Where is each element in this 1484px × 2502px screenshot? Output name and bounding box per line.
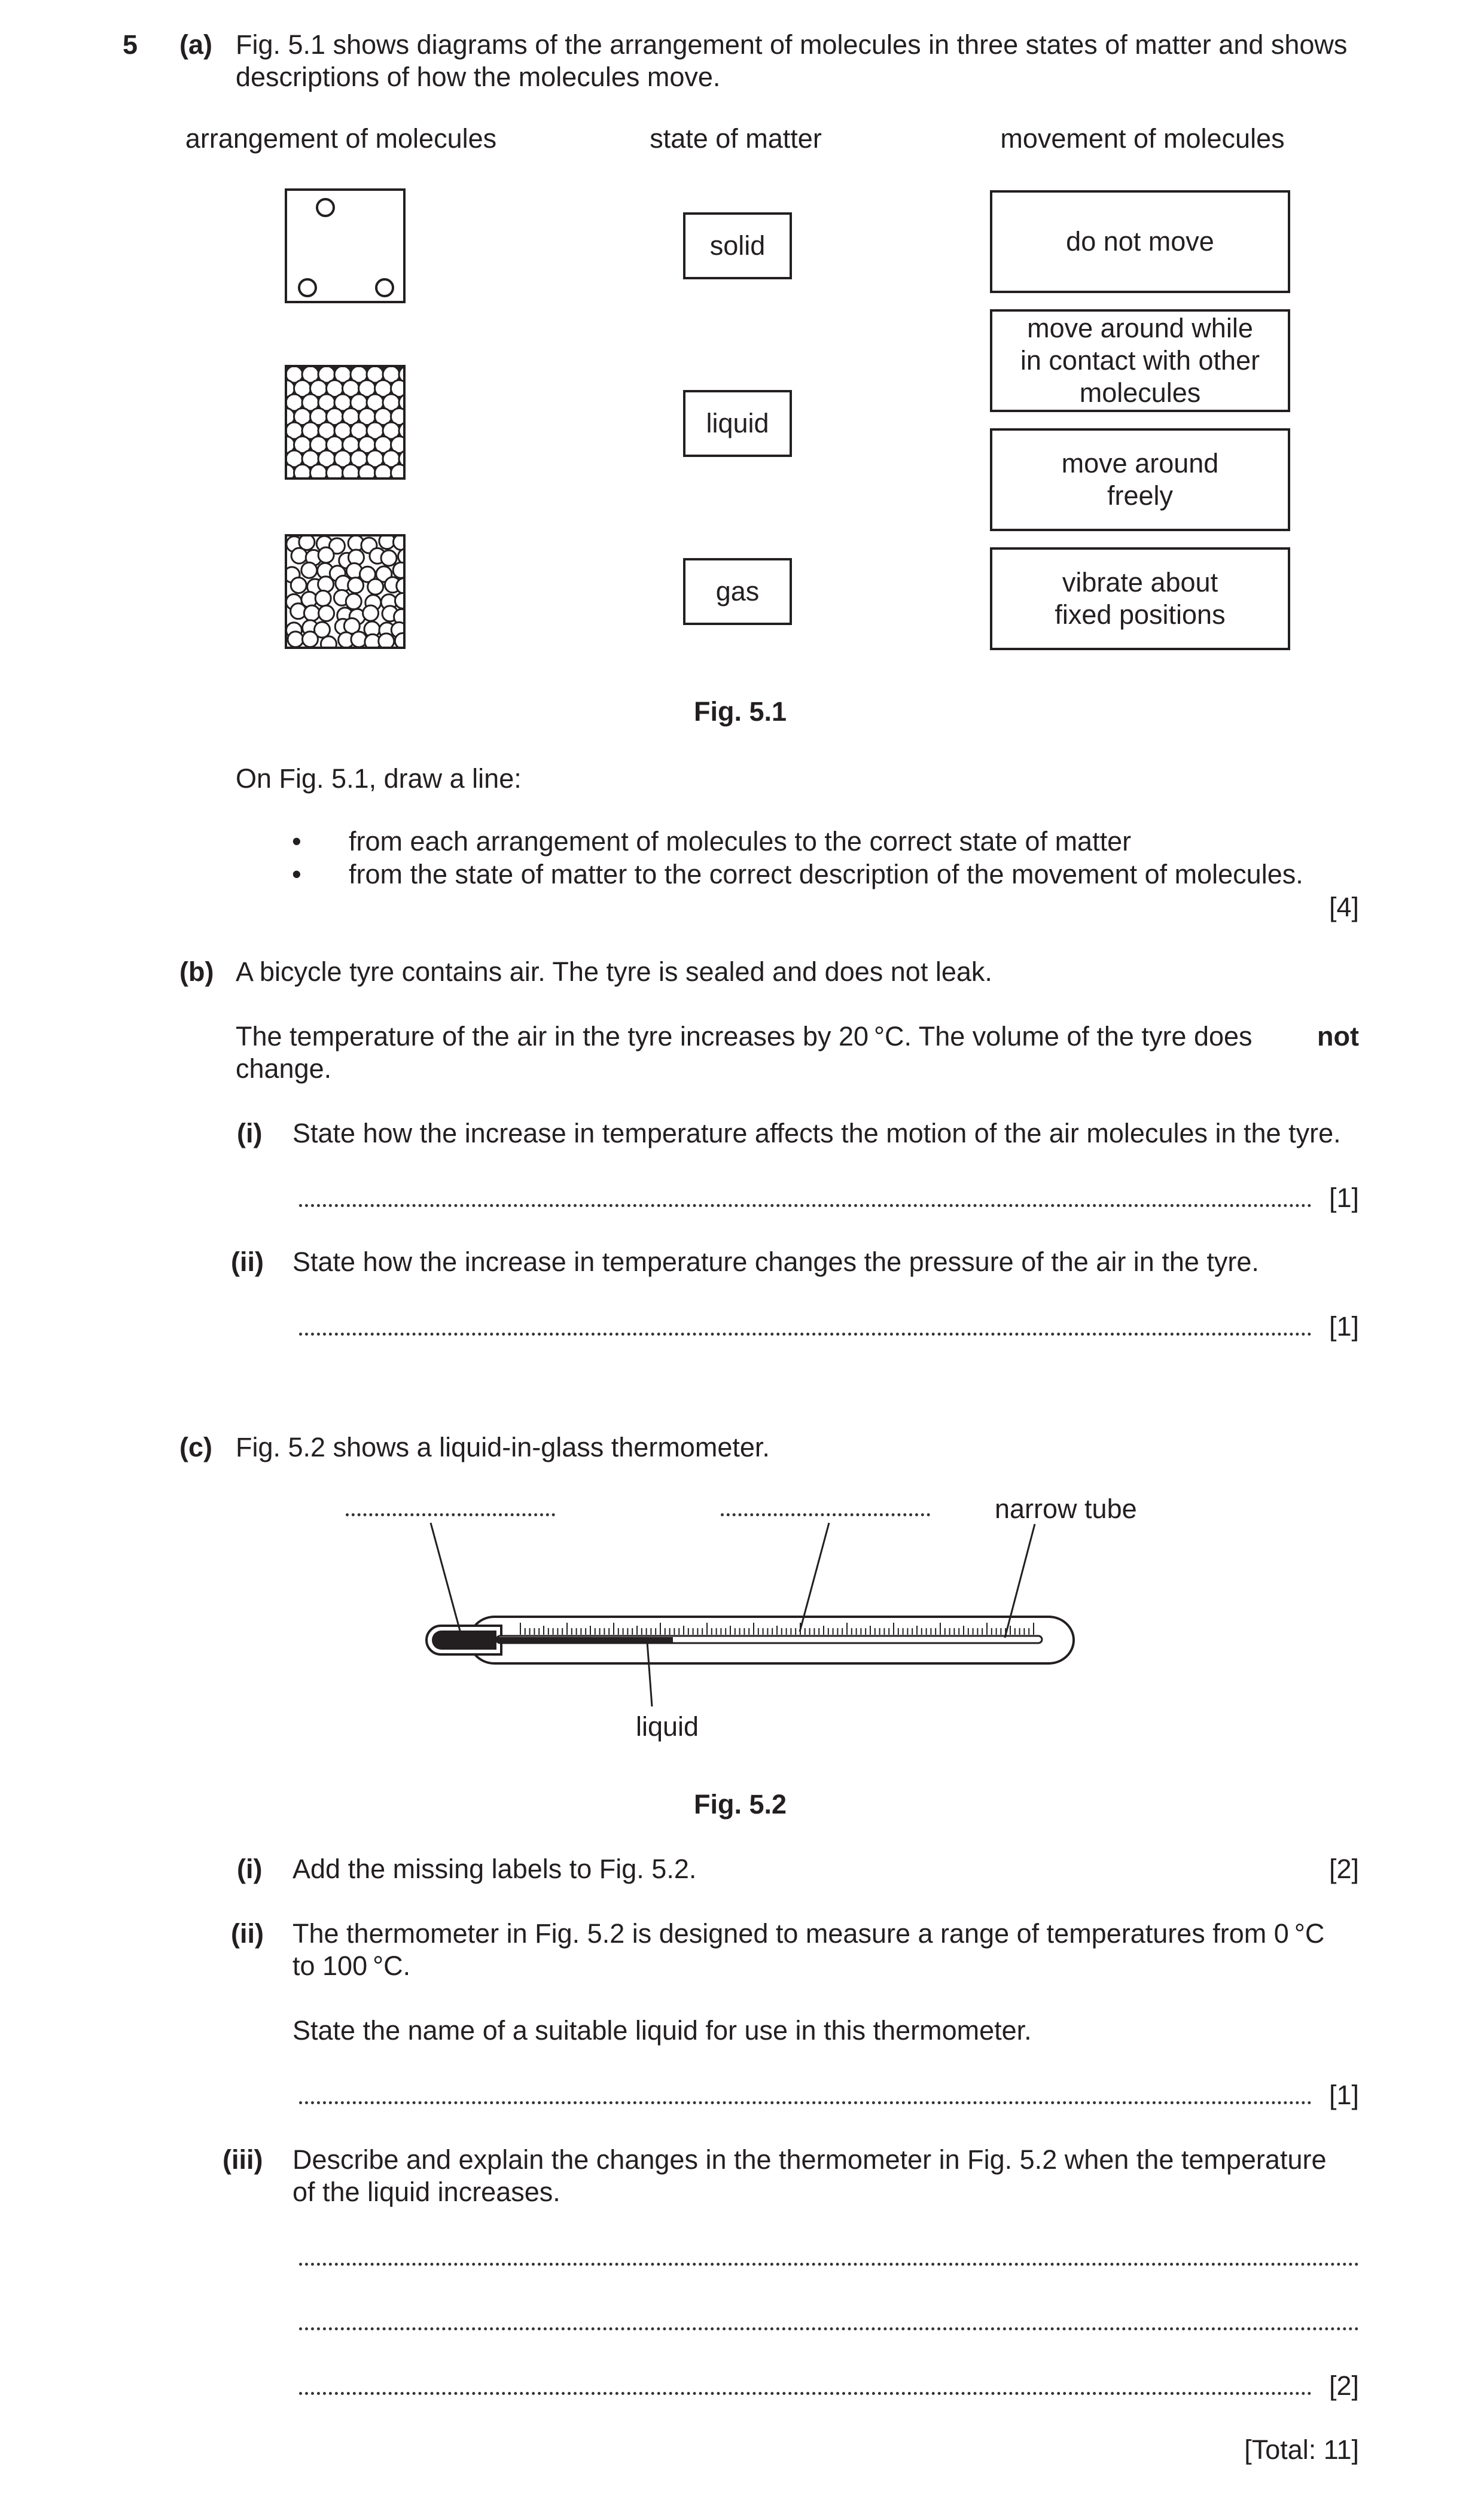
question-number: 5	[123, 29, 138, 60]
part-b-ii-label: (ii)	[231, 1247, 264, 1277]
label-leader-lines	[431, 1523, 1035, 1706]
state-box-liquid[interactable]: liquid	[683, 390, 792, 457]
state-box-gas[interactable]: gas	[683, 558, 792, 625]
answer-line-c-ii[interactable]	[299, 2101, 1312, 2104]
answer-line-c-iii-3[interactable]	[299, 2392, 1312, 2395]
heading-arrangement: arrangement of molecules	[185, 123, 497, 154]
part-a-marks: [4]	[1328, 892, 1359, 922]
bullet-1-text: from each arrangement of molecules to the correct state of matter	[349, 826, 1132, 857]
part-b-text-start: The temperature of the air in the tyre increases by 20 °C. The volume of the tyre does	[236, 1021, 1253, 1052]
part-c-ii-marks: [1]	[1328, 2080, 1359, 2110]
part-c-ii-text-line1: The thermometer in Fig. 5.2 is designed to measure a range of temperatures from 0 °C	[292, 1918, 1325, 1949]
answer-line-c-iii-2[interactable]	[299, 2327, 1359, 2330]
part-b-i-text: State how the increase in temperature affects the motion of the air molecules in the tyre.	[292, 1118, 1341, 1148]
part-b-intro: A bicycle tyre contains air. The tyre is sealed and does not leak.	[236, 956, 992, 987]
part-c-ii-text-line2: to 100 °C.	[292, 1951, 411, 1981]
movement-box-do-not-move[interactable]: do not move	[990, 190, 1290, 293]
part-b-i-label: (i)	[237, 1118, 263, 1148]
bullet-1-symbol: •	[292, 826, 301, 857]
thermometer-scale	[520, 1623, 1034, 1635]
part-c-label: (c)	[179, 1432, 212, 1462]
part-c-i-marks: [2]	[1328, 1854, 1359, 1884]
bullet-2-symbol: •	[292, 859, 301, 889]
label-narrow-tube: narrow tube	[995, 1494, 1137, 1524]
part-c-iii-label: (iii)	[223, 2144, 263, 2175]
part-c-iii-text-line1: Describe and explain the changes in the thermometer in Fig. 5.2 when the temperature	[292, 2144, 1327, 2175]
answer-line-c-iii-1[interactable]	[299, 2263, 1359, 2266]
movement-box-vibrate[interactable]: vibrate about fixed positions	[990, 547, 1290, 650]
part-c-intro: Fig. 5.2 shows a liquid-in-glass thermometer.	[236, 1432, 770, 1462]
part-a-intro-line2: descriptions of how the molecules move.	[236, 62, 721, 92]
part-c-ii-question: State the name of a suitable liquid for use in this thermometer.	[292, 2015, 1032, 2046]
state-box-solid[interactable]: solid	[683, 212, 792, 279]
part-b-i-marks: [1]	[1328, 1183, 1359, 1213]
part-b-text-line2: change.	[236, 1053, 332, 1084]
thermometer-capillary-tube	[496, 1636, 1042, 1643]
part-c-i-text: Add the missing labels to Fig. 5.2.	[292, 1854, 697, 1884]
part-c-ii-label: (ii)	[231, 1918, 264, 1949]
heading-movement: movement of molecules	[1000, 123, 1285, 154]
part-a-label: (a)	[179, 29, 212, 60]
part-b-ii-marks: [1]	[1328, 1311, 1359, 1342]
part-c-iii-marks: [2]	[1328, 2370, 1359, 2401]
total-marks: [Total: 11]	[1244, 2434, 1359, 2465]
movement-box-freely[interactable]: move around freely	[990, 428, 1290, 531]
part-a-instruction: On Fig. 5.1, draw a line:	[236, 763, 522, 794]
heading-state: state of matter	[650, 123, 822, 154]
figure-5-1-caption: Fig. 5.1	[693, 696, 787, 727]
part-c-iii-text-line2: of the liquid increases.	[292, 2177, 560, 2207]
bullet-2-text: from the state of matter to the correct description of the movement of molecules.	[349, 859, 1303, 889]
part-b-ii-text: State how the increase in temperature changes the pressure of the air in the tyre.	[292, 1247, 1259, 1277]
part-c-i-label: (i)	[237, 1854, 263, 1884]
movement-box-contact[interactable]: move around while in contact with other molecules	[990, 309, 1290, 412]
label-liquid: liquid	[636, 1711, 699, 1742]
figure-5-2-caption: Fig. 5.2	[693, 1789, 787, 1820]
part-a-intro-line1: Fig. 5.1 shows diagrams of the arrangement of molecules in three states of matter and shows	[236, 29, 1348, 60]
part-b-label: (b)	[179, 956, 214, 987]
thermometer-bulb-liquid	[432, 1631, 496, 1650]
part-b-text-bold: not	[1317, 1021, 1359, 1052]
